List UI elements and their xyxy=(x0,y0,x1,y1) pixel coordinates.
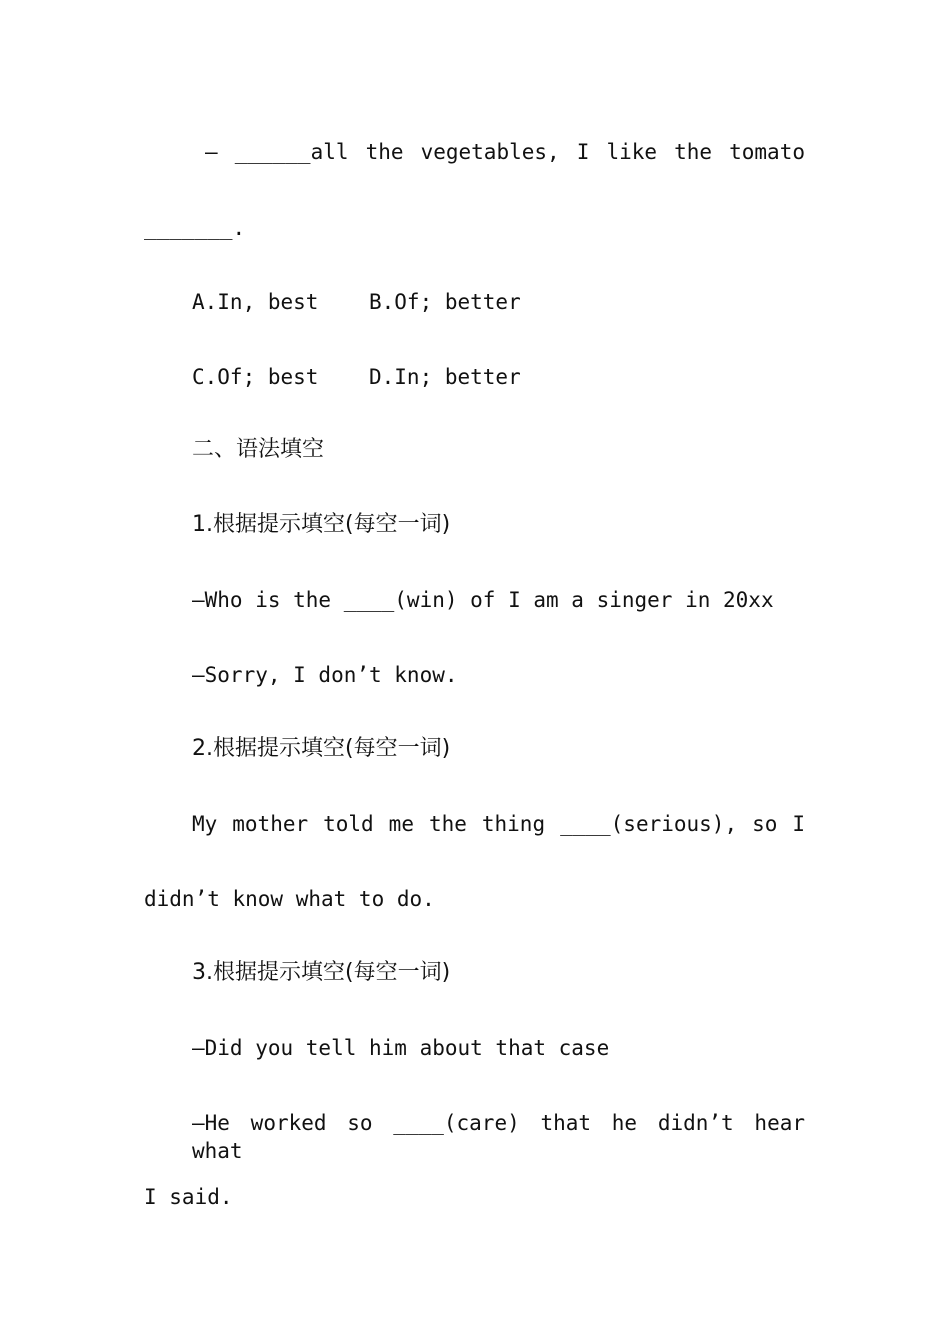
item-2-prompt: 2.根据提示填空(每空一词) xyxy=(192,736,451,761)
item-3-question: —Did you tell him about that case xyxy=(192,1036,610,1060)
answer-options-row-2: C.Of; best D.In; better xyxy=(192,365,521,389)
item-3-response-continuation: I said. xyxy=(144,1185,233,1209)
item-2-sentence: My mother told me the thing ____(serious), so I xyxy=(192,812,805,836)
item-2-sentence-continuation: didn’t know what to do. xyxy=(144,887,435,911)
item-1-response: —Sorry, I don’t know. xyxy=(192,663,458,687)
item-1-question: —Who is the ____(win) of I am a singer in 20xx xyxy=(192,588,774,612)
question-text-line: — ______all the vegetables, I like the tomato xyxy=(205,140,805,164)
answer-options-row-1: A.In, best B.Of; better xyxy=(192,290,521,314)
question-text-continuation: _______. xyxy=(144,216,246,240)
item-3-prompt: 3.根据提示填空(每空一词) xyxy=(192,960,451,985)
item-3-response: —He worked so ____(care) that he didn’t hear what xyxy=(192,1111,805,1163)
section-heading: 二、语法填空 xyxy=(192,437,325,462)
item-1-prompt: 1.根据提示填空(每空一词) xyxy=(192,512,451,537)
